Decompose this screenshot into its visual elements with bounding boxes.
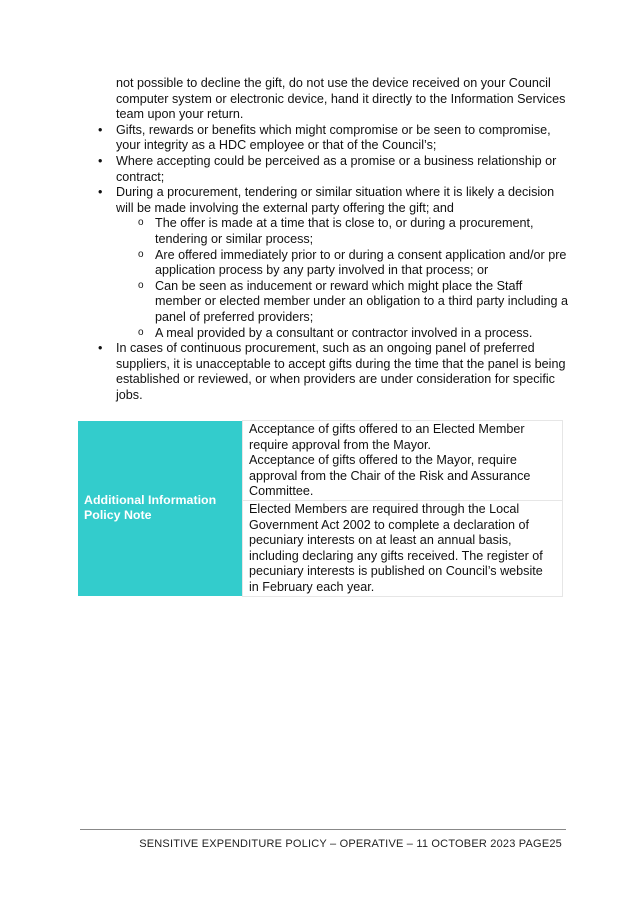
- page-footer: SENSITIVE EXPENDITURE POLICY – OPERATIVE – 11 OCTOBER 2023 PAGE25: [139, 838, 562, 850]
- list-item: • Gifts, rewards or benefits which might compromise or be seen to compromise, your integrity as a HDC employee or that of the Council’s;: [96, 123, 570, 154]
- footer-divider: [80, 829, 566, 830]
- list-item-text: During a procurement, tendering or similar situation where it is likely a decision will be made involving the external party offering the gift; and: [116, 185, 555, 215]
- bullet-list: [96, 123, 570, 404]
- list-item: • In cases of continuous procurement, such as an ongoing panel of preferred suppliers, it is unacceptable to accept gifts during the time that the panel is being established or reviewed, or when providers are under consideration for specific jobs.: [96, 341, 570, 403]
- sub-list-item: o A meal provided by a consultant or contractor involved in a process.: [136, 326, 570, 342]
- mayor-approval-note: Acceptance of gifts offered to an Elected Member require approval from the Mayor. Acceptance of gifts offered to the Mayor, require approval from the Chair of the Risk and Assurance Committee.: [243, 421, 563, 501]
- sub-bullet-list: [116, 216, 570, 341]
- list-item: • Where accepting could be perceived as a promise or a business relationship or contract;: [96, 154, 570, 185]
- sub-list-item: o The offer is made at a time that is close to, or during a procurement, tendering or similar process;: [136, 216, 570, 247]
- sub-list-item: o Are offered immediately prior to or during a consent application and/or pre application process by any party involved in that process; or: [136, 248, 570, 279]
- policy-note-label: Additional Information Policy Note: [78, 421, 243, 597]
- list-item-procurement: [96, 185, 570, 341]
- pecuniary-interests-note: Elected Members are required through the Local Government Act 2002 to complete a declaration of pecuniary interests on at least an annual basis, including declaring any gifts received. The register of pecuniary interests is published on Council’s website in February each year.: [243, 500, 563, 596]
- sub-list-item: o Can be seen as inducement or reward which might place the Staff member or elected member under an obligation to a third party including a panel of preferred providers;: [136, 279, 570, 326]
- additional-information-table: [78, 420, 563, 597]
- continuation-paragraph: not possible to decline the gift, do not use the device received on your Council computer system or electronic device, hand it directly to the Information Services team upon your return.: [116, 76, 566, 122]
- policy-content: [96, 76, 570, 403]
